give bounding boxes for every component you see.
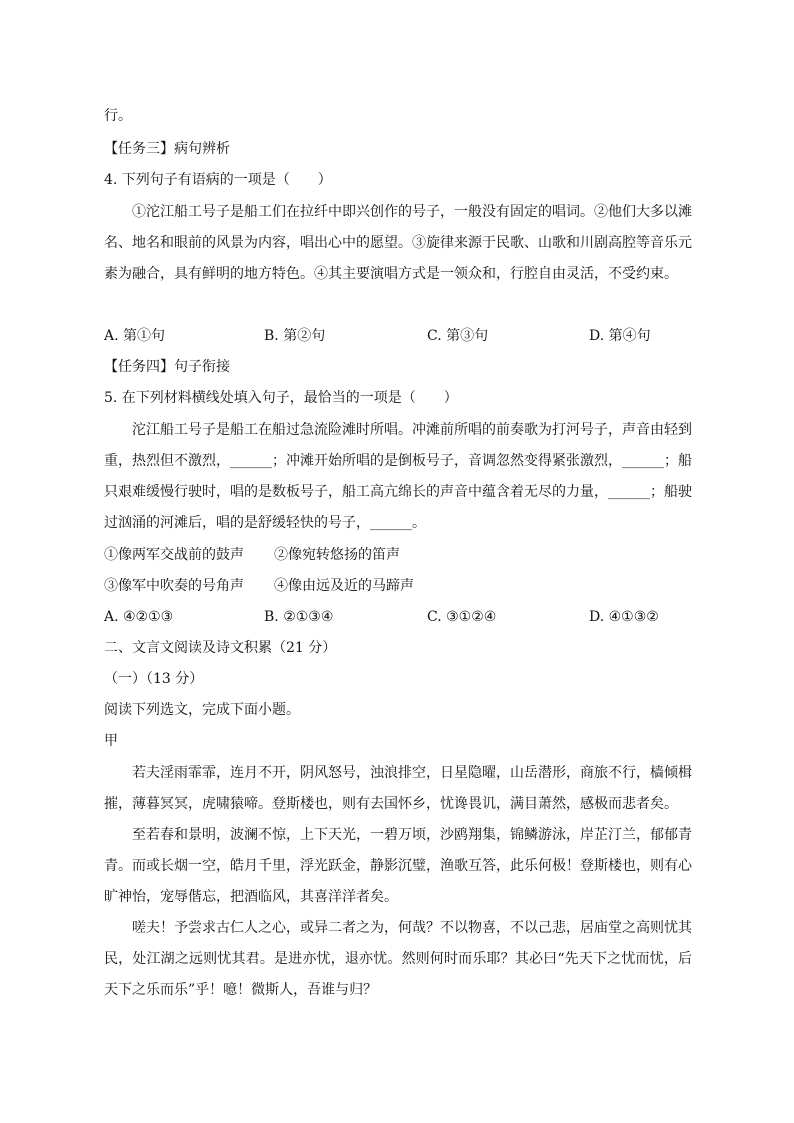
task4-heading: 【任务四】句子衔接	[104, 359, 230, 375]
question-5-choice-2: ②像宛转悠扬的笛声	[274, 547, 400, 563]
question-5-stem: 5. 在下列材料横线处填入句子，最恰当的一项是（ ）	[104, 390, 458, 406]
question-4-option-c[interactable]: C. 第③句	[427, 328, 489, 344]
question-5-option-a[interactable]: A. ④②①③	[104, 609, 174, 625]
classical-paragraph-2: 至若春和景明，波澜不惊，上下天光，一碧万顷，沙鸥翔集，锦鳞游泳，岸芷汀兰，郁郁青青。而或长烟一空，皓月千里，浮光跃金，静影沉璧，渔歌互答，此乐何极！登斯楼也，则有心旷神怡，宠辱偕忘，把酒临风，其喜洋洋者矣。	[104, 827, 692, 905]
classical-paragraph-1: 若夫淫雨霏霏，连月不开，阴风怒号，浊浪排空，日星隐曜，山岳潜形，商旅不行，樯倾楫摧，薄暮冥冥，虎啸猿啼。登斯楼也，则有去国怀乡，忧谗畏讥，满目萧然，感极而悲者矣。	[104, 765, 692, 812]
question-5-choice-3: ③像军中吹奏的号角声	[104, 578, 244, 594]
question-5-option-b[interactable]: B. ②①③④	[264, 609, 334, 625]
question-4-option-b[interactable]: B. 第②句	[264, 328, 326, 344]
question-5-option-c[interactable]: C. ③①②④	[427, 609, 497, 625]
section-2-heading: 二、文言文阅读及诗文积累（21 分）	[104, 640, 337, 656]
question-5-choice-1: ①像两军交战前的鼓声	[104, 547, 244, 563]
part-1-heading: （一）（13 分）	[104, 671, 204, 687]
question-5-choice-4: ④像由远及近的马蹄声	[274, 578, 414, 594]
question-4-stem: 4. 下列句子有语病的一项是（ ）	[104, 172, 332, 188]
question-4-option-a[interactable]: A. 第①句	[104, 328, 166, 344]
question-4-option-d[interactable]: D. 第④句	[589, 328, 651, 344]
question-4-passage: ①沱江船工号子是船工们在拉纤中即兴创作的号子，一般没有固定的唱词。②他们大多以滩名、地名和眼前的风景为内容，唱出心中的愿望。③旋律来源于民歌、山歌和川剧高腔等音乐元素为融合，具有鲜明的地方特色。④其主要演唱方式是一领众和，行腔自由灵活，不受约束。	[104, 204, 692, 282]
continuation-text: 行。	[104, 108, 132, 124]
question-5-option-d[interactable]: D. ④①③②	[589, 609, 659, 625]
task3-heading: 【任务三】病句辨析	[104, 141, 230, 157]
classical-paragraph-3: 嗟夫！予尝求古仁人之心，或异二者之为，何哉？不以物喜，不以己悲，居庙堂之高则忧其民，处江湖之远则忧其君。是进亦忧，退亦忧。然则何时而乐耶？其必曰“先天下之忧而忧，后天下之乐而乐”乎！噫！微斯人，吾谁与归？	[104, 920, 692, 998]
question-5-passage: 沱江船工号子是船工在船过急流险滩时所唱。冲滩前所唱的前奏歌为打河号子，声音由轻到重，热烈但不激烈，______；冲滩开始所唱的是倒板号子，音调忽然变得紧张激烈，______；船只艰难缓慢行驶时，唱的是数板号子，船工高亢绵长的声音中蕴含着无尽的力量，______；船驶过汹涌的河滩后，唱的是舒缓轻快的号子，______。	[104, 422, 692, 531]
passage-jia-label: 甲	[104, 733, 118, 749]
reading-instruction: 阅读下列选文，完成下面小题。	[104, 702, 300, 718]
